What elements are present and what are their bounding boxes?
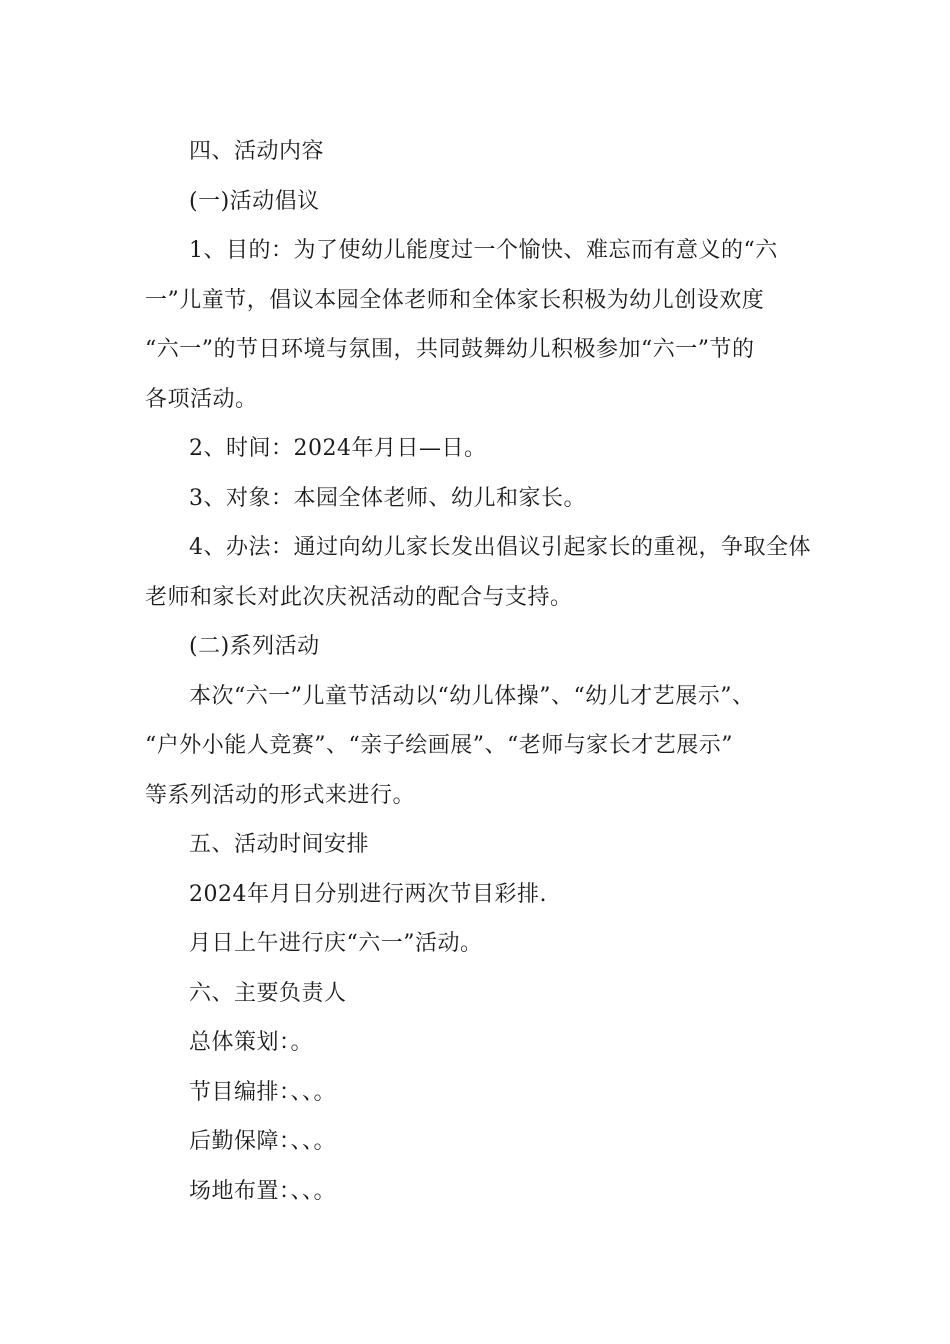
paragraph-line: 各项活动。	[145, 386, 258, 412]
paragraph-line: 等系列活动的形式来进行。	[145, 782, 416, 808]
paragraph-line: 一”儿童节，倡议本园全体老师和全体家长积极为幼儿创设欢度	[145, 287, 765, 313]
paragraph-line: 3、对象：本园全体老师、幼儿和家长。	[189, 485, 586, 511]
responsibility-item: 总体策划：。	[189, 1030, 314, 1055]
subsection-heading-2: (二)系列活动	[189, 634, 320, 659]
paragraph-line: 4、办法：通过向幼儿家长发出倡议引起家长的重视，争取全体	[189, 535, 811, 560]
section-heading-4: 四、活动内容	[189, 139, 325, 164]
section-heading-6: 六、主要负责人	[189, 980, 347, 1006]
paragraph-line: 月日上午进行庆“六一”活动。	[189, 931, 483, 956]
subsection-heading-1: (一)活动倡议	[189, 188, 320, 214]
paragraph-line: 2024年月日分别进行两次节目彩排.	[189, 881, 547, 907]
paragraph-line: 1、目的：为了使幼儿能度过一个愉快、难忘而有意义的“六	[189, 238, 778, 263]
responsibility-item: 场地布置：、、。	[189, 1178, 337, 1204]
responsibility-item: 节目编排：、、。	[189, 1079, 337, 1105]
paragraph-line: 2、时间：2024年月日—日。	[189, 436, 487, 461]
document-body	[145, 127, 825, 1216]
paragraph-line: “六一”的节日环境与氛围，共同鼓舞幼儿积极参加“六一”节的	[145, 337, 755, 362]
responsibility-item: 后勤保障：、、。	[189, 1129, 337, 1154]
section-heading-5: 五、活动时间安排	[189, 832, 370, 857]
paragraph-line: 老师和家长对此次庆祝活动的配合与支持。	[145, 584, 573, 610]
paragraph-line: 本次“六一”儿童节活动以“幼儿体操”、“幼儿才艺展示”、	[189, 683, 755, 709]
paragraph-line: “户外小能人竞赛”、“亲子绘画展”、“老师与家长才艺展示”	[145, 733, 733, 758]
